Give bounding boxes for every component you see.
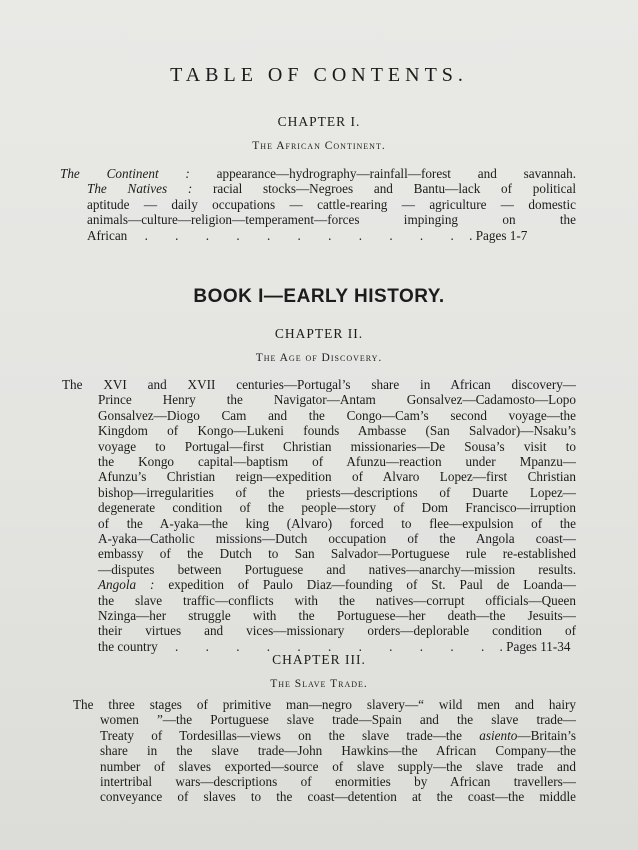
entry-line: voyage to Portugal—first Christian missionaries—De Sousa’s visit to [98,438,576,454]
entry-line: appearance—hydrography—rainfall—forest and savannah. [216,166,576,181]
entry-line: The XVI and XVII centuries—Portugal’s share in African discovery— [62,377,576,392]
chapter-1-entry-cont [87,181,576,243]
chapter-3-entry [100,712,576,804]
entry-lead: Angola : [98,577,155,593]
page-range: . Pages 1-7 [469,227,528,243]
chapter-3-subtitle: The Slave Trade. [270,678,368,690]
entry-line: the country [98,638,158,654]
chapter-3-entry-first [73,697,576,712]
entry-line: Afunzu’s Christian reign—expedition of Alvaro Lopez—first Christian [98,469,576,485]
entry-line: conveyance of slaves to the coast—detention at the coast—the middle [100,789,576,805]
entry-line: share in the slave trade—John Hawkins—the African Company—the [100,743,576,759]
page-title: TABLE OF CONTENTS. [170,64,468,86]
entry-line: their virtues and vices—missionary orders—deplorable condition of [98,623,576,639]
entry-line: bishop—irregularities of the priests—descriptions of Duarte Lopez— [98,484,576,500]
dot-leader: . . . . . . . . . . . [144,227,466,243]
entry-line: Treaty of Tordesillas—views on the slave trade—the [100,727,463,743]
chapter-1-heading: CHAPTER I. [277,114,361,129]
entry-line: African [87,227,128,243]
book-heading: BOOK I—EARLY HISTORY. [193,286,445,307]
entry-lead: The Continent : [60,166,190,181]
chapter-2-heading: CHAPTER II. [274,326,364,341]
entry-line: intertribal wars—descriptions of enormities by African travellers— [100,774,576,790]
entry-line: Gonsalvez—Diogo Cam and the Congo—Cam’s second voyage—the [98,407,576,423]
chapter-3-heading: CHAPTER III. [272,652,366,667]
entry-line: —disputes between Portuguese and natives—anarchy—mission results. [98,561,576,577]
entry-line: —Britain’s [517,727,577,743]
entry-line: A-yaka—Catholic missions—Dutch occupation of the Angola coast— [98,531,576,547]
entry-line: embassy of the Dutch to San Salvador—Portuguese rule re-established [98,546,576,562]
entry-line: number of slaves exported—source of slave supply—the slave trade and [100,758,576,774]
entry-line: the slave traffic—conflicts with the natives—corrupt officials—Queen [98,592,576,608]
entry-line: of the A-yaka—the king (Alvaro) forced to flee—expulsion of the [98,515,576,531]
entry-line: women ”—the Portuguese slave trade—Spain and the slave trade— [100,712,576,728]
entry-line: expedition of Paulo Diaz—founding of St. Paul de Loanda— [168,577,576,593]
chapter-2-subtitle: The Age of Discovery. [255,352,383,364]
chapter-2-entry [98,392,576,654]
entry-line: aptitude — daily occupations — cattle-rearing — agriculture — domestic [87,196,576,212]
entry-line: Prince Henry the Navigator—Antam Gonsalvez—Cadamosto—Lopo [98,392,576,408]
chapter-1-subtitle: The African Continent. [252,140,386,152]
entry-line: racial stocks—Negroes and Bantu—lack of political [212,181,576,197]
entry-italic: asiento [479,727,518,743]
dot-leader: . . . . . . . . . . . [175,638,497,654]
page-range: . Pages 11-34 [499,638,571,654]
entry-line: The three stages of primitive man—negro slavery—“ wild men and hairy [73,697,576,712]
chapter-1-entry [60,166,576,181]
entry-line: the Kongo capital—baptism of Afunzu—reaction under Mpanzu— [98,454,576,470]
entry-lead: The Natives : [87,181,193,197]
entry-line: Nzinga—her struggle with the Portuguese—her death—the Jesuits— [98,608,576,624]
entry-line: degenerate condition of the people—story of Dom Francisco—irruption [98,500,576,516]
chapter-2-entry-first [62,377,576,392]
entry-line: animals—culture—religion—temperament—forces impinging on the [87,212,576,228]
entry-line: Kingdom of Kongo—Lukeni founds Ambasse (San Salvador)—Nsaku’s [98,423,576,439]
